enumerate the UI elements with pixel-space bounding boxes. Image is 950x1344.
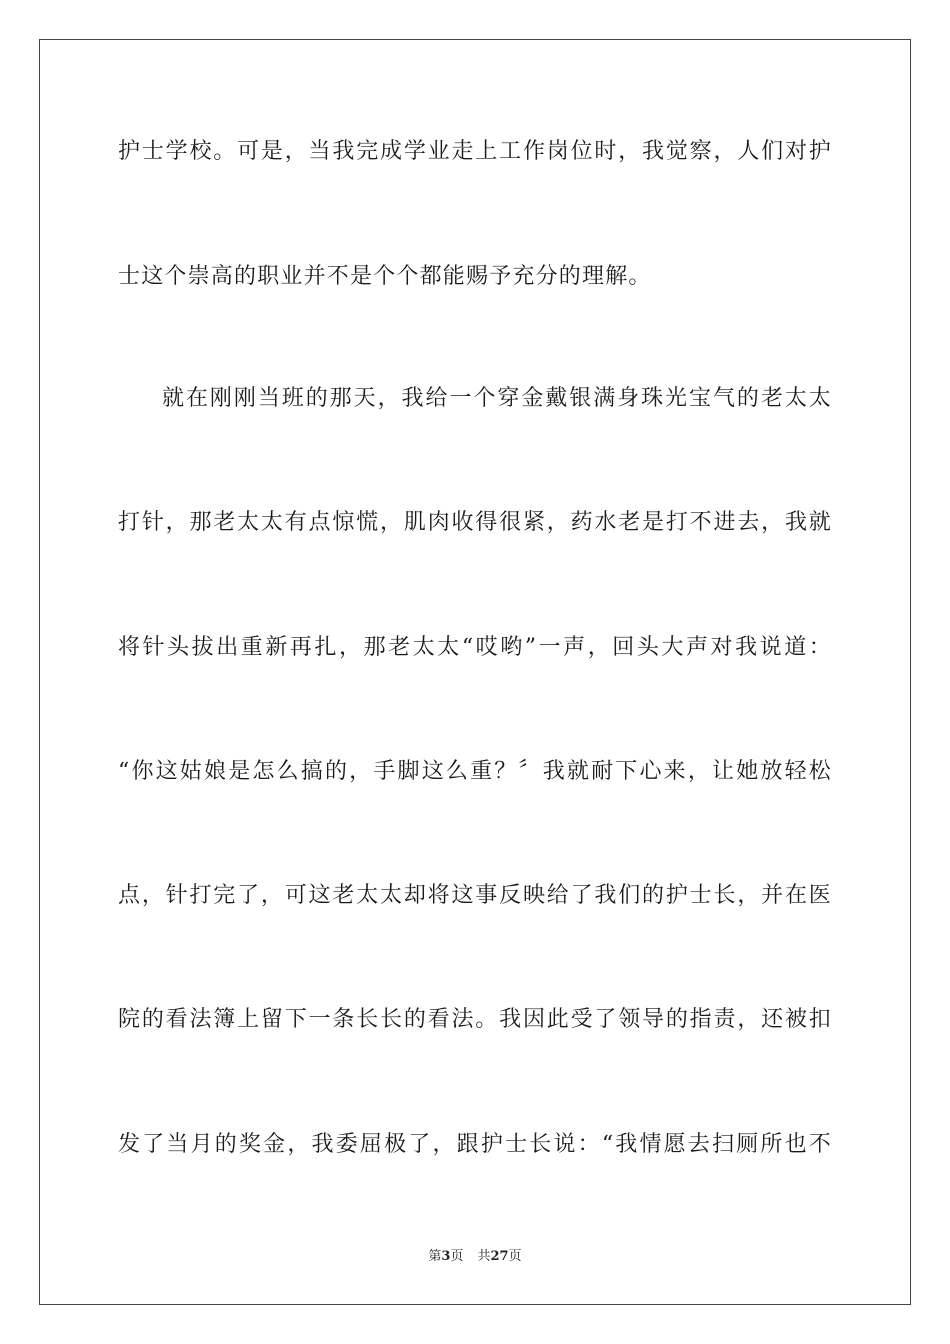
text-line-3: 就在刚刚当班的那天，我给一个穿金戴银满身珠光宝气的老太太 <box>162 386 832 411</box>
total-suffix: 页 <box>508 1249 522 1264</box>
total-pages: 27 <box>490 1249 509 1264</box>
text-line-9: 发了当月的奖金，我委屈极了，跟护士长说：“我情愿去扫厕所也不 <box>118 1132 832 1157</box>
page-number: 3 <box>441 1249 451 1264</box>
text-line-1: 护士学校。可是，当我完成学业走上工作岗位时，我觉察，人们对护 <box>118 139 832 164</box>
text-line-2: 士这个崇高的职业并不是个个都能赐予充分的理解。 <box>118 264 652 289</box>
total-prefix: 共 <box>477 1249 491 1264</box>
page-suffix: 页 <box>450 1249 464 1264</box>
page-footer <box>0 1248 950 1266</box>
text-line-7: 点，针打完了，可这老太太却将这事反映给了我们的护士长，并在医 <box>118 883 832 908</box>
page-border <box>39 39 911 1305</box>
text-line-6: “你这姑娘是怎么搞的，手脚这么重？〞我就耐下心来，让她放轻松 <box>118 759 832 784</box>
text-line-4: 打针，那老太太有点惊慌，肌肉收得很紧，药水老是打不进去，我就 <box>118 510 832 535</box>
text-line-8: 院的看法簿上留下一条长长的看法。我因此受了领导的指责，还被扣 <box>118 1007 832 1032</box>
page-prefix: 第 <box>428 1249 442 1264</box>
text-line-5: 将针头拔出重新再扎，那老太太“哎哟”一声，回头大声对我说道： <box>118 635 832 660</box>
